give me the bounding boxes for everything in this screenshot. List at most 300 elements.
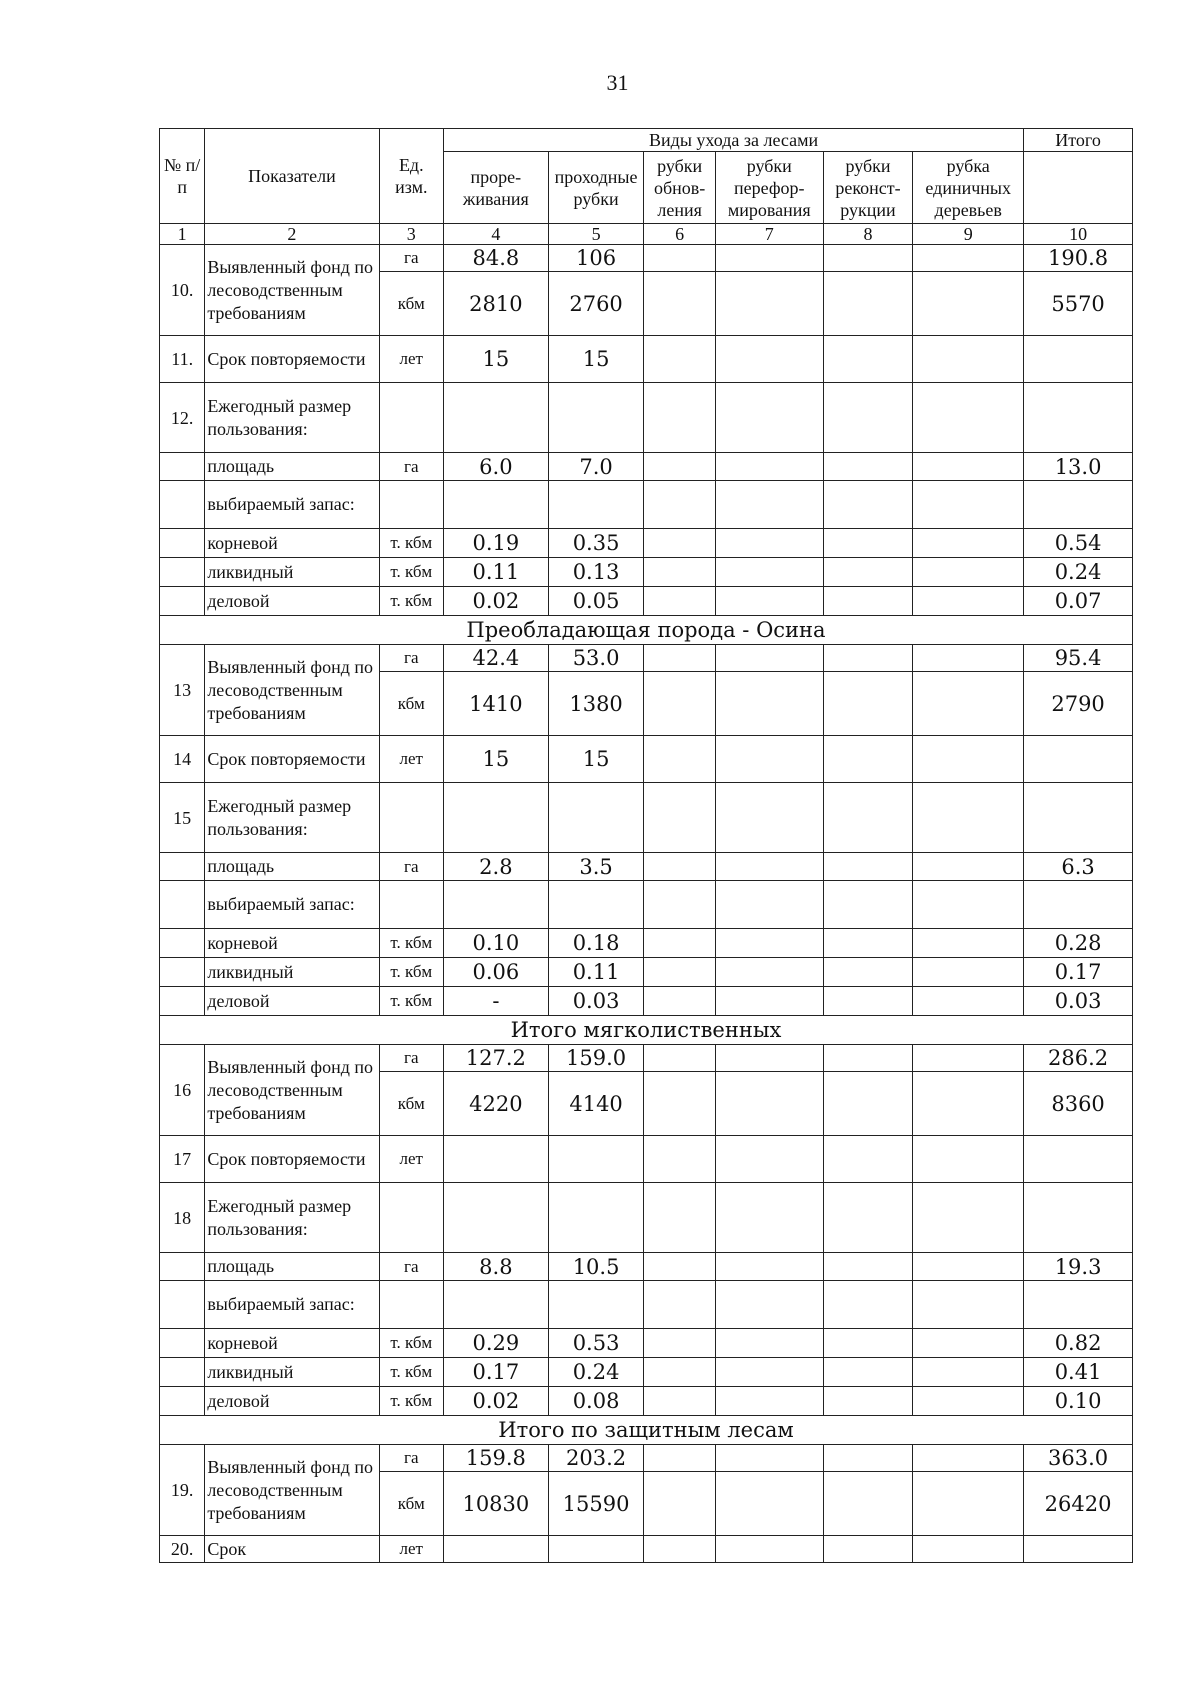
cell-empty [913, 987, 1024, 1016]
cell-empty [823, 1136, 913, 1183]
cell-empty [823, 272, 913, 336]
table-row [160, 881, 1133, 929]
table-row [160, 1045, 1133, 1072]
col-number: 5 [548, 224, 644, 245]
cell-value: 0.35 [548, 529, 644, 558]
cell-value: 1410 [444, 672, 549, 736]
row-no: 16 [160, 1045, 205, 1136]
cell-empty [160, 558, 205, 587]
cell-value: 10.5 [548, 1253, 644, 1281]
header-type-6: рубка единичных деревьев [913, 152, 1024, 224]
cell-empty [644, 481, 716, 529]
cell-empty [644, 1136, 716, 1183]
cell-empty [715, 1045, 823, 1072]
cell-empty [913, 1472, 1024, 1536]
row-label: деловой [205, 1387, 379, 1416]
cell-empty [715, 1358, 823, 1387]
cell-empty [160, 453, 205, 481]
section-title: Итого мягколиственных [160, 1016, 1133, 1045]
cell-empty [715, 1536, 823, 1563]
cell-empty [379, 1281, 443, 1329]
cell-empty [1024, 383, 1133, 453]
row-label: площадь [205, 453, 379, 481]
table-row [160, 587, 1133, 616]
row-label: деловой [205, 987, 379, 1016]
cell-empty [823, 481, 913, 529]
row-unit: лет [379, 336, 443, 383]
row-no: 17 [160, 1136, 205, 1183]
cell-empty [913, 558, 1024, 587]
cell-value: 127.2 [444, 1045, 549, 1072]
cell-empty [444, 1536, 549, 1563]
cell-total: 19.3 [1024, 1253, 1133, 1281]
cell-empty [715, 672, 823, 736]
cell-empty [913, 958, 1024, 987]
cell-empty [715, 1329, 823, 1358]
row-unit: т. кбм [379, 1358, 443, 1387]
cell-empty [715, 481, 823, 529]
cell-empty [548, 783, 644, 853]
header-no: № п/п [160, 129, 205, 224]
cell-empty [715, 881, 823, 929]
row-unit: га [379, 645, 443, 672]
cell-empty [160, 1358, 205, 1387]
cell-empty [379, 881, 443, 929]
row-label: Ежегодный размер пользования: [205, 1183, 379, 1253]
row-label: корневой [205, 929, 379, 958]
cell-empty [715, 453, 823, 481]
cell-empty [548, 481, 644, 529]
cell-empty [913, 336, 1024, 383]
cell-empty [548, 1183, 644, 1253]
row-unit: лет [379, 1136, 443, 1183]
row-unit: т. кбм [379, 558, 443, 587]
row-unit: лет [379, 1536, 443, 1563]
header-type-3: рубки обнов-ления [644, 152, 716, 224]
cell-empty [644, 1387, 716, 1416]
cell-value: - [444, 987, 549, 1016]
header-type-5: рубки реконст-рукции [823, 152, 913, 224]
row-unit: га [379, 453, 443, 481]
cell-empty [823, 645, 913, 672]
cell-empty [1024, 1183, 1133, 1253]
cell-total: 0.41 [1024, 1358, 1133, 1387]
cell-total [1024, 336, 1133, 383]
cell-empty [913, 853, 1024, 881]
cell-empty [644, 929, 716, 958]
cell-value: 0.02 [444, 587, 549, 616]
cell-empty [444, 1136, 549, 1183]
cell-empty [715, 645, 823, 672]
row-no: 18 [160, 1183, 205, 1253]
cell-value: 2810 [444, 272, 549, 336]
cell-value: 0.05 [548, 587, 644, 616]
col-number: 9 [913, 224, 1024, 245]
cell-empty [644, 587, 716, 616]
cell-empty [644, 1183, 716, 1253]
cell-empty [644, 672, 716, 736]
cell-empty [823, 1472, 913, 1536]
cell-value: 84.8 [444, 245, 549, 272]
cell-total: 5570 [1024, 272, 1133, 336]
header-total: Итого [1024, 129, 1133, 152]
table-row [160, 1329, 1133, 1358]
cell-value: 10830 [444, 1472, 549, 1536]
table-row [160, 987, 1133, 1016]
cell-total: 6.3 [1024, 853, 1133, 881]
cell-empty [823, 245, 913, 272]
cell-value: 0.11 [548, 958, 644, 987]
cell-value: 1380 [548, 672, 644, 736]
cell-value: 15 [444, 736, 549, 783]
col-number: 4 [444, 224, 549, 245]
cell-empty [913, 481, 1024, 529]
col-number: 8 [823, 224, 913, 245]
cell-total: 95.4 [1024, 645, 1133, 672]
cell-empty [160, 853, 205, 881]
row-unit: га [379, 853, 443, 881]
cell-value: 0.29 [444, 1329, 549, 1358]
row-no: 14 [160, 736, 205, 783]
cell-total: 0.03 [1024, 987, 1133, 1016]
cell-empty [715, 1387, 823, 1416]
row-unit: т. кбм [379, 958, 443, 987]
row-no: 12. [160, 383, 205, 453]
cell-empty [823, 529, 913, 558]
row-label: ликвидный [205, 558, 379, 587]
table-row [160, 529, 1133, 558]
row-unit: кбм [379, 672, 443, 736]
cell-empty [823, 1281, 913, 1329]
cell-empty [913, 245, 1024, 272]
cell-empty [913, 587, 1024, 616]
cell-empty [913, 1358, 1024, 1387]
cell-empty [644, 783, 716, 853]
row-unit: га [379, 1253, 443, 1281]
table-row [160, 1358, 1133, 1387]
cell-empty [160, 1281, 205, 1329]
cell-value: 203.2 [548, 1445, 644, 1472]
cell-empty [913, 1183, 1024, 1253]
cell-value: 3.5 [548, 853, 644, 881]
cell-empty [913, 1045, 1024, 1072]
cell-total: 0.28 [1024, 929, 1133, 958]
cell-empty [913, 881, 1024, 929]
cell-empty [823, 736, 913, 783]
cell-empty [913, 1445, 1024, 1472]
cell-value: 4220 [444, 1072, 549, 1136]
cell-empty [160, 1329, 205, 1358]
cell-value: 0.19 [444, 529, 549, 558]
cell-empty [913, 736, 1024, 783]
cell-empty [823, 1045, 913, 1072]
cell-empty [715, 529, 823, 558]
row-label: Выявленный фонд по лесоводственным требованиям [205, 1045, 379, 1136]
cell-value: 15590 [548, 1472, 644, 1536]
cell-empty [715, 383, 823, 453]
cell-total: 363.0 [1024, 1445, 1133, 1472]
cell-empty [644, 1536, 716, 1563]
row-unit: га [379, 245, 443, 272]
table-row [160, 558, 1133, 587]
row-unit: т. кбм [379, 987, 443, 1016]
cell-value: 0.13 [548, 558, 644, 587]
cell-empty [1024, 783, 1133, 853]
cell-empty [1024, 881, 1133, 929]
cell-total: 286.2 [1024, 1045, 1133, 1072]
table-row [160, 1387, 1133, 1416]
cell-empty [1024, 736, 1133, 783]
cell-empty [715, 558, 823, 587]
table-row [160, 1136, 1133, 1183]
cell-value: 0.11 [444, 558, 549, 587]
cell-empty [715, 1183, 823, 1253]
table-row [160, 645, 1133, 672]
section-row [160, 1016, 1133, 1045]
cell-empty [823, 1253, 913, 1281]
cell-empty [644, 853, 716, 881]
row-label: корневой [205, 1329, 379, 1358]
cell-empty [715, 336, 823, 383]
cell-empty [823, 881, 913, 929]
cell-empty [715, 1445, 823, 1472]
cell-empty [823, 672, 913, 736]
cell-empty [548, 881, 644, 929]
table-row [160, 1281, 1133, 1329]
table-row [160, 1183, 1133, 1253]
cell-empty [548, 383, 644, 453]
row-label: Срок повторяемости [205, 736, 379, 783]
table-row [160, 1253, 1133, 1281]
table-row [160, 1445, 1133, 1472]
row-label: Срок повторяемости [205, 1136, 379, 1183]
cell-empty [913, 645, 1024, 672]
cell-empty [548, 1136, 644, 1183]
header-unit: Ед. изм. [379, 129, 443, 224]
cell-empty [823, 336, 913, 383]
cell-empty [715, 929, 823, 958]
cell-empty [715, 853, 823, 881]
cell-empty [644, 958, 716, 987]
col-number: 2 [205, 224, 379, 245]
cell-value: 159.0 [548, 1045, 644, 1072]
cell-empty [715, 1253, 823, 1281]
section-title: Преобладающая порода - Осина [160, 616, 1133, 645]
cell-empty [160, 587, 205, 616]
table-row [160, 336, 1133, 383]
row-no: 11. [160, 336, 205, 383]
row-unit: т. кбм [379, 1329, 443, 1358]
col-number: 3 [379, 224, 443, 245]
cell-empty [444, 481, 549, 529]
cell-empty [823, 587, 913, 616]
cell-value: 106 [548, 245, 644, 272]
cell-total: 0.07 [1024, 587, 1133, 616]
page-number: 31 [606, 70, 629, 95]
header-type-2: проходные рубки [548, 152, 644, 224]
cell-empty [913, 383, 1024, 453]
cell-value: 15 [444, 336, 549, 383]
cell-value: 4140 [548, 1072, 644, 1136]
table-row [160, 736, 1133, 783]
cell-empty [715, 1072, 823, 1136]
row-no: 10. [160, 245, 205, 336]
cell-empty [823, 1387, 913, 1416]
row-label: Ежегодный размер пользования: [205, 783, 379, 853]
cell-empty [444, 383, 549, 453]
row-label: корневой [205, 529, 379, 558]
cell-empty [644, 336, 716, 383]
cell-empty [160, 1253, 205, 1281]
row-label: Срок повторяемости [205, 336, 379, 383]
cell-empty [644, 1329, 716, 1358]
table-row [160, 853, 1133, 881]
section-row [160, 1416, 1133, 1445]
cell-empty [644, 1045, 716, 1072]
cell-value: 2.8 [444, 853, 549, 881]
cell-empty [823, 558, 913, 587]
cell-empty [160, 958, 205, 987]
cell-value: 2760 [548, 272, 644, 336]
section-row [160, 616, 1133, 645]
cell-empty [823, 1445, 913, 1472]
cell-empty [715, 272, 823, 336]
cell-value: 7.0 [548, 453, 644, 481]
cell-empty [644, 1072, 716, 1136]
cell-value: 159.8 [444, 1445, 549, 1472]
cell-empty [644, 529, 716, 558]
cell-empty [913, 1072, 1024, 1136]
cell-empty [160, 929, 205, 958]
cell-empty [823, 453, 913, 481]
cell-value: 0.18 [548, 929, 644, 958]
cell-total: 0.10 [1024, 1387, 1133, 1416]
cell-empty [644, 245, 716, 272]
cell-empty [913, 272, 1024, 336]
cell-value: 0.10 [444, 929, 549, 958]
row-label: выбираемый запас: [205, 1281, 379, 1329]
row-unit: кбм [379, 1472, 443, 1536]
row-unit: т. кбм [379, 1387, 443, 1416]
cell-total: 0.54 [1024, 529, 1133, 558]
cell-value: 0.17 [444, 1358, 549, 1387]
cell-empty [644, 645, 716, 672]
header-types-title: Виды ухода за лесами [444, 129, 1024, 152]
cell-empty [823, 783, 913, 853]
cell-empty [444, 1183, 549, 1253]
cell-empty [644, 558, 716, 587]
cell-empty [823, 1358, 913, 1387]
cell-empty [913, 1387, 1024, 1416]
cell-total: 2790 [1024, 672, 1133, 736]
cell-empty [644, 987, 716, 1016]
row-label: Ежегодный размер пользования: [205, 383, 379, 453]
cell-empty [715, 1281, 823, 1329]
cell-value: 15 [548, 336, 644, 383]
cell-value: 8.8 [444, 1253, 549, 1281]
cell-value: 0.08 [548, 1387, 644, 1416]
row-no: 20. [160, 1536, 205, 1563]
cell-total: 13.0 [1024, 453, 1133, 481]
cell-empty [379, 1183, 443, 1253]
row-unit: га [379, 1445, 443, 1472]
cell-empty [823, 1536, 913, 1563]
row-label: ликвидный [205, 958, 379, 987]
table-row [160, 383, 1133, 453]
cell-empty [444, 1281, 549, 1329]
cell-empty [913, 672, 1024, 736]
section-title: Итого по защитным лесам [160, 1416, 1133, 1445]
cell-empty [1024, 1536, 1133, 1563]
cell-empty [913, 529, 1024, 558]
cell-empty [715, 245, 823, 272]
cell-empty [644, 383, 716, 453]
cell-empty [1024, 1281, 1133, 1329]
cell-empty [913, 453, 1024, 481]
cell-empty [160, 881, 205, 929]
row-unit: т. кбм [379, 587, 443, 616]
row-unit: т. кбм [379, 929, 443, 958]
row-label: Выявленный фонд по лесоводственным требованиям [205, 245, 379, 336]
row-label: площадь [205, 853, 379, 881]
cell-empty [823, 383, 913, 453]
cell-empty [1024, 481, 1133, 529]
table-row [160, 783, 1133, 853]
cell-empty [644, 272, 716, 336]
row-label: Выявленный фонд по лесоводственным требованиям [205, 645, 379, 736]
cell-empty [160, 529, 205, 558]
cell-value: 0.03 [548, 987, 644, 1016]
cell-empty [913, 1253, 1024, 1281]
row-unit: кбм [379, 272, 443, 336]
table-row [160, 453, 1133, 481]
cell-value: 42.4 [444, 645, 549, 672]
row-no: 15 [160, 783, 205, 853]
cell-value: 0.06 [444, 958, 549, 987]
row-label: ликвидный [205, 1358, 379, 1387]
cell-value: 0.02 [444, 1387, 549, 1416]
cell-empty [548, 1536, 644, 1563]
cell-total: 0.24 [1024, 558, 1133, 587]
cell-empty [715, 1136, 823, 1183]
header-type-1: проре-живания [444, 152, 549, 224]
cell-total: 0.82 [1024, 1329, 1133, 1358]
cell-empty [913, 783, 1024, 853]
cell-value: 0.53 [548, 1329, 644, 1358]
table-row [160, 958, 1133, 987]
cell-empty [160, 481, 205, 529]
table-row [160, 929, 1133, 958]
row-unit: т. кбм [379, 529, 443, 558]
col-number: 1 [160, 224, 205, 245]
row-label: Срок [205, 1536, 379, 1563]
cell-empty [379, 783, 443, 853]
cell-empty [444, 783, 549, 853]
row-no: 19. [160, 1445, 205, 1536]
header-total-blank [1024, 152, 1133, 224]
cell-empty [644, 453, 716, 481]
cell-empty [913, 1281, 1024, 1329]
cell-empty [715, 958, 823, 987]
row-label: выбираемый запас: [205, 881, 379, 929]
cell-empty [379, 383, 443, 453]
header-type-4: рубки перефор-мирования [715, 152, 823, 224]
cell-total: 190.8 [1024, 245, 1133, 272]
cell-empty [823, 853, 913, 881]
cell-value: 0.24 [548, 1358, 644, 1387]
cell-total: 0.17 [1024, 958, 1133, 987]
table-row [160, 245, 1133, 272]
